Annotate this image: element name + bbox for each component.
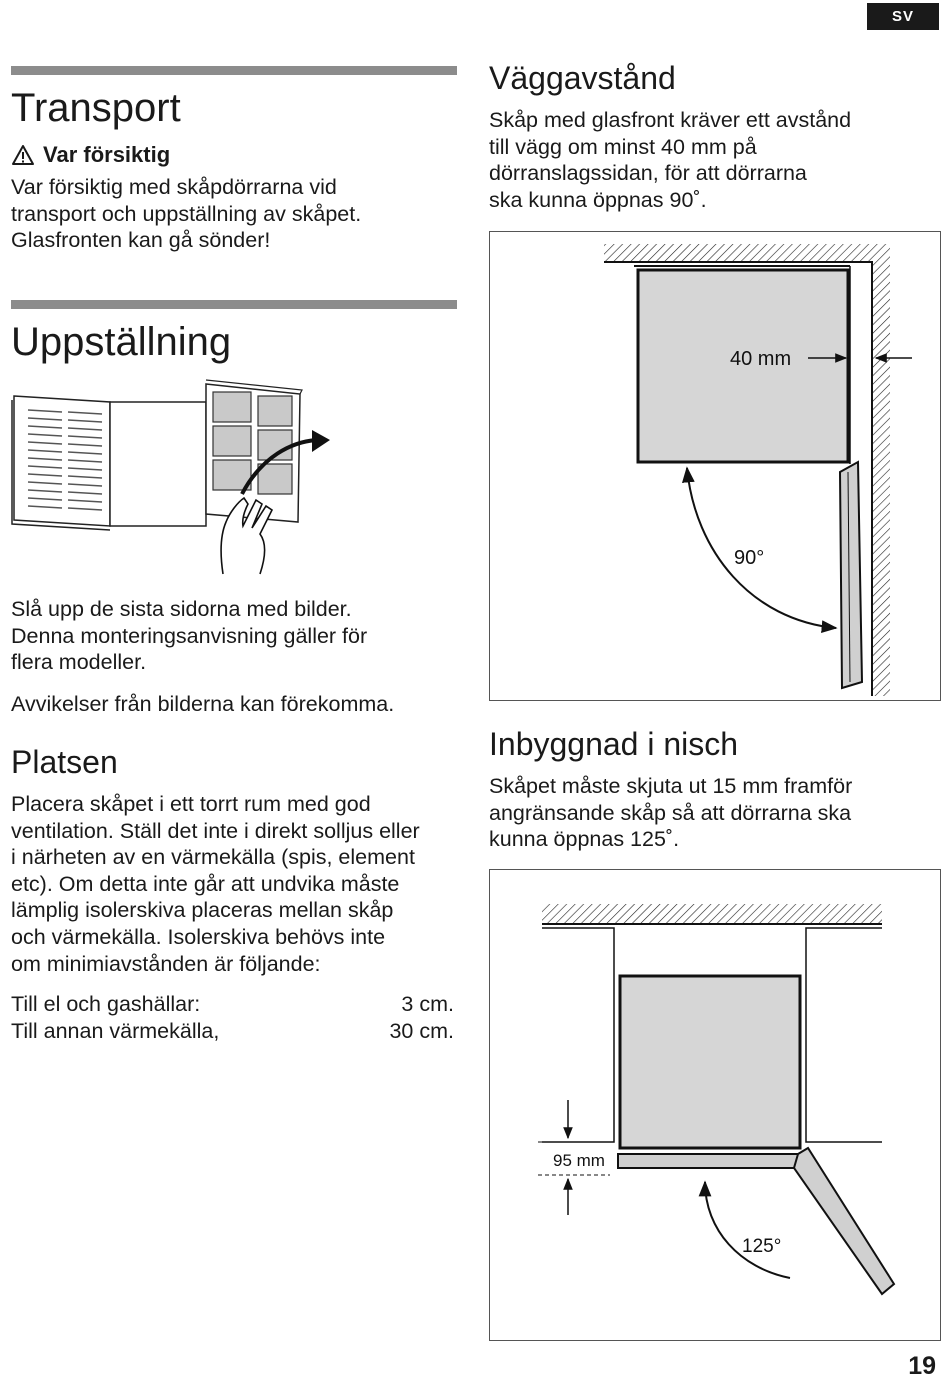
distance-table xyxy=(11,991,454,1044)
text-line: till vägg om minst 40 mm på xyxy=(489,134,757,159)
text-line: Slå upp de sista sidorna med bilder. xyxy=(11,597,352,621)
text-line: Skåpet måste skjuta ut 15 mm framför xyxy=(489,774,853,798)
text-line: Placera skåpet i ett torrt rum med god xyxy=(11,792,371,816)
angle-label: 90° xyxy=(734,547,765,569)
vaggavstand-title: Väggavstånd xyxy=(489,60,676,96)
text-line: ska kunna öppnas 90˚. xyxy=(489,187,707,212)
booklet-illustration xyxy=(10,376,340,578)
section-divider xyxy=(11,300,457,309)
wall-distance-drawing xyxy=(490,232,940,700)
nisch-title: Inbyggnad i nisch xyxy=(489,726,739,762)
transport-text xyxy=(11,174,361,254)
text-line: Glasfronten kan gå sönder! xyxy=(11,228,271,253)
text-line: ventilation. Ställ det inte i direkt solljus eller xyxy=(11,818,420,843)
warning-triangle-icon xyxy=(11,144,35,166)
warning-label: Var försiktig xyxy=(43,142,171,167)
distance-row xyxy=(11,1018,454,1045)
section-divider xyxy=(11,66,457,75)
distance-value: 30 cm. xyxy=(389,1018,454,1043)
distance-label: Till el och gashällar: xyxy=(11,992,201,1016)
niche-drawing xyxy=(490,870,940,1340)
distance-label: 40 mm xyxy=(730,348,792,370)
text-line: och värmekälla. Isolerskiva behövs inte xyxy=(11,924,386,949)
text-line: angränsande skåp så att dörrarna ska xyxy=(489,800,852,825)
language-badge: SV xyxy=(867,3,939,30)
platsen-title: Platsen xyxy=(11,744,118,780)
text-line: i närheten av en värmekälla (spis, element xyxy=(11,845,415,870)
distance-label: Till annan värmekälla, xyxy=(11,1018,220,1043)
uppstallning-text xyxy=(11,596,367,676)
angle-label: 125° xyxy=(742,1236,782,1257)
text-line: Denna monteringsanvisning gäller för xyxy=(11,623,368,648)
text-line: om minimiavstånden är följande: xyxy=(11,951,321,976)
transport-title: Transport xyxy=(11,86,181,130)
distance-value: 3 cm. xyxy=(401,992,454,1016)
warning-heading xyxy=(11,141,170,169)
text-line: transport och uppställning av skåpet. xyxy=(11,201,362,226)
wall-distance-diagram xyxy=(489,231,941,701)
text-line: kunna öppnas 125˚. xyxy=(489,827,680,852)
nisch-text xyxy=(489,773,852,853)
text-line: etc). Om detta inte går att undvika måste xyxy=(11,871,400,896)
text-line: flera modeller. xyxy=(11,650,147,675)
text-line: Skåp med glasfront kräver ett avstånd xyxy=(489,108,852,132)
uppstallning-note: Avvikelser från bilderna kan förekomma. xyxy=(11,692,395,716)
page-number: 19 xyxy=(908,1352,936,1380)
distance-row xyxy=(11,991,454,1018)
vaggavstand-text xyxy=(489,107,851,213)
platsen-text xyxy=(11,791,461,977)
text-line: lämplig isolerskiva placeras mellan skåp xyxy=(11,898,394,923)
uppstallning-title: Uppställning xyxy=(11,320,232,364)
text-line: dörranslagssidan, för att dörrarna xyxy=(489,161,807,186)
text-line: Var försiktig med skåpdörrarna vid xyxy=(11,175,337,199)
distance-label: 95 mm xyxy=(553,1151,605,1170)
niche-diagram xyxy=(489,869,941,1341)
